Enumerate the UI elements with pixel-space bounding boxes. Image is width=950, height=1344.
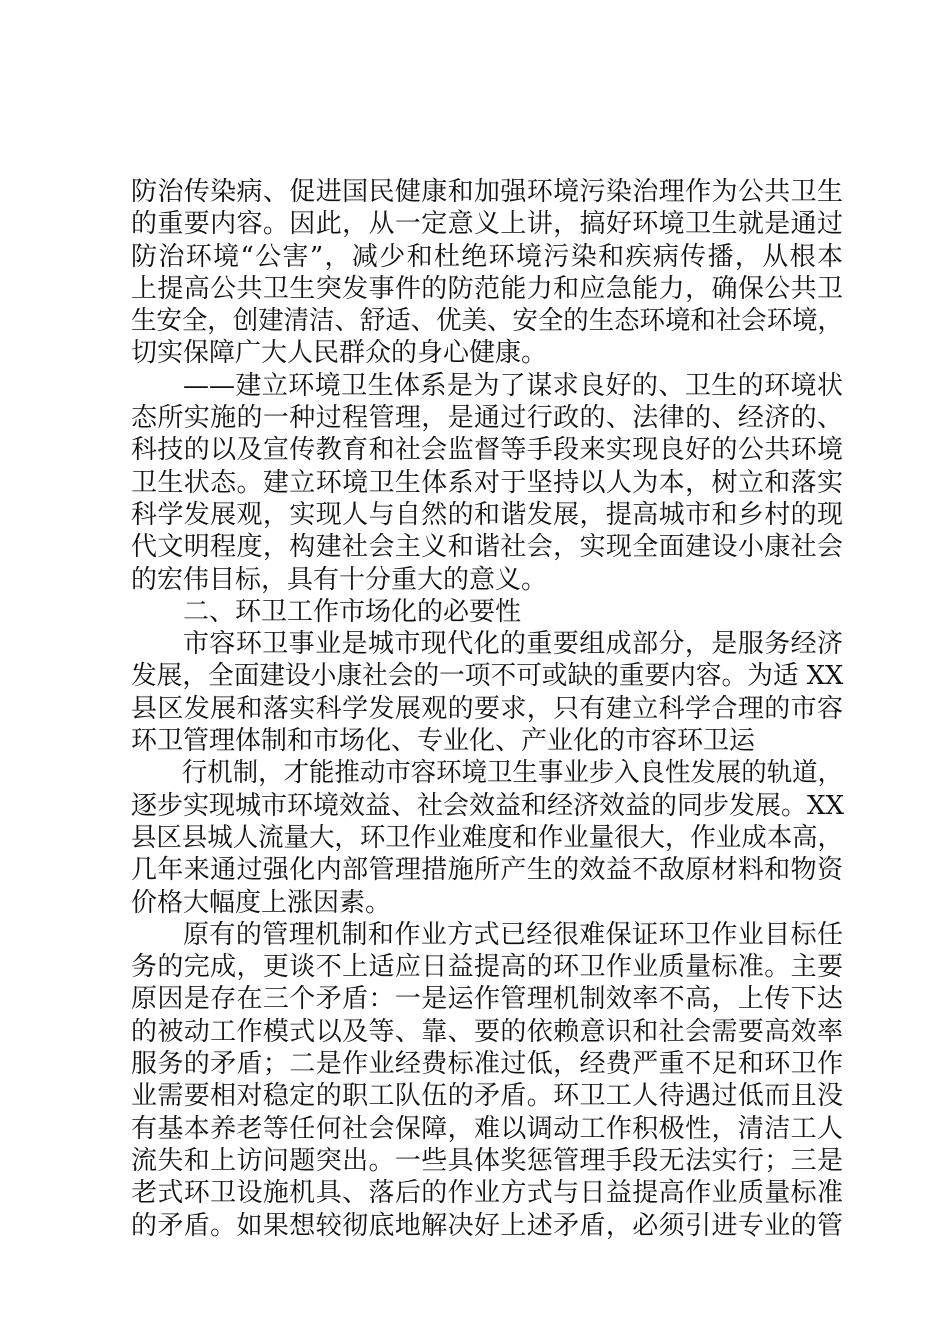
text-line: 卫生状态。建立环境卫生体系对于坚持以人为本，树立和落实: [131, 467, 843, 498]
text-line: 原因是存在三个矛盾：一是运作管理机制效率不高，上传下达: [131, 984, 843, 1015]
text-line: 价格大幅度上涨因素。: [131, 887, 392, 918]
text-line: 县区发展和落实科学发展观的要求，只有建立科学合理的市容: [131, 693, 843, 724]
text-line: 态所实施的一种过程管理，是通过行政的、法律的、经济的、: [131, 403, 843, 434]
text-line: 业需要相对稳定的职工队伍的矛盾。环卫工人待遇过低而且没: [131, 1081, 843, 1112]
text-line: 逐步实现城市环境效益、社会效益和经济效益的同步发展。XX: [131, 790, 845, 821]
text-line: 发展，全面建设小康社会的一项不可或缺的重要内容。为适 XX: [131, 661, 844, 692]
document-body: [131, 176, 843, 1242]
text-line: 科技的以及宣传教育和社会监督等手段来实现良好的公共环境: [131, 435, 843, 466]
text-line: 环卫管理体制和市场化、专业化、产业化的市容环卫运: [131, 726, 756, 757]
text-line: 老式环卫设施机具、落后的作业方式与日益提高作业质量标准: [131, 1178, 843, 1209]
text-line: 的宏伟目标，具有十分重大的意义。: [131, 564, 548, 595]
text-line: 行机制，才能推动市容环境卫生事业步入良性发展的轨道，: [181, 758, 843, 789]
text-line: 务的完成，更谈不上适应日益提高的环卫作业质量标准。主要: [131, 952, 843, 983]
text-line: 科学发展观，实现人与自然的和谐发展，提高城市和乡村的现: [131, 499, 843, 530]
text-line: 代文明程度，构建社会主义和谐社会，实现全面建设小康社会: [131, 532, 843, 563]
section-heading: 二、环卫工作市场化的必要性: [183, 596, 522, 627]
text-line: 防治传染病、促进国民健康和加强环境污染治理作为公共卫生: [131, 177, 843, 207]
text-line: 上提高公共卫生突发事件的防范能力和应急能力，确保公共卫: [131, 273, 843, 304]
text-line: 县区县城人流量大，环卫作业难度和作业量很大，作业成本高，: [131, 822, 843, 853]
text-line: 服务的矛盾；二是作业经费标准过低，经费严重不足和环卫作: [131, 1049, 843, 1080]
text-line: 的重要内容。因此，从一定意义上讲，搞好环境卫生就是通过: [131, 209, 843, 240]
text-line: ——建立环境卫生体系是为了谋求良好的、卫生的环境状: [183, 370, 843, 401]
text-line: 市容环卫事业是城市现代化的重要组成部分，是服务经济: [183, 629, 843, 660]
text-line: 流失和上访问题突出。一些具体奖惩管理手段无法实行；三是: [131, 1145, 843, 1176]
text-line: 的矛盾。如果想较彻底地解决好上述矛盾，必须引进专业的管: [131, 1210, 843, 1241]
text-line: 几年来通过强化内部管理措施所产生的效益不敌原材料和物资: [131, 855, 843, 886]
text-line: 原有的管理机制和作业方式已经很难保证环卫作业目标任: [183, 919, 843, 950]
text-line: 切实保障广大人民群众的身心健康。: [131, 338, 548, 369]
text-line: 的被动工作模式以及等、靠、要的依赖意识和社会需要高效率: [131, 1016, 843, 1047]
text-line: 有基本养老等任何社会保障，难以调动工作积极性，清洁工人: [131, 1113, 843, 1144]
text-line: 生安全，创建清洁、舒适、优美、安全的生态环境和社会环境，: [131, 306, 843, 337]
text-line: 防治环境“公害”，减少和杜绝环境污染和疾病传播，从根本: [131, 241, 843, 272]
